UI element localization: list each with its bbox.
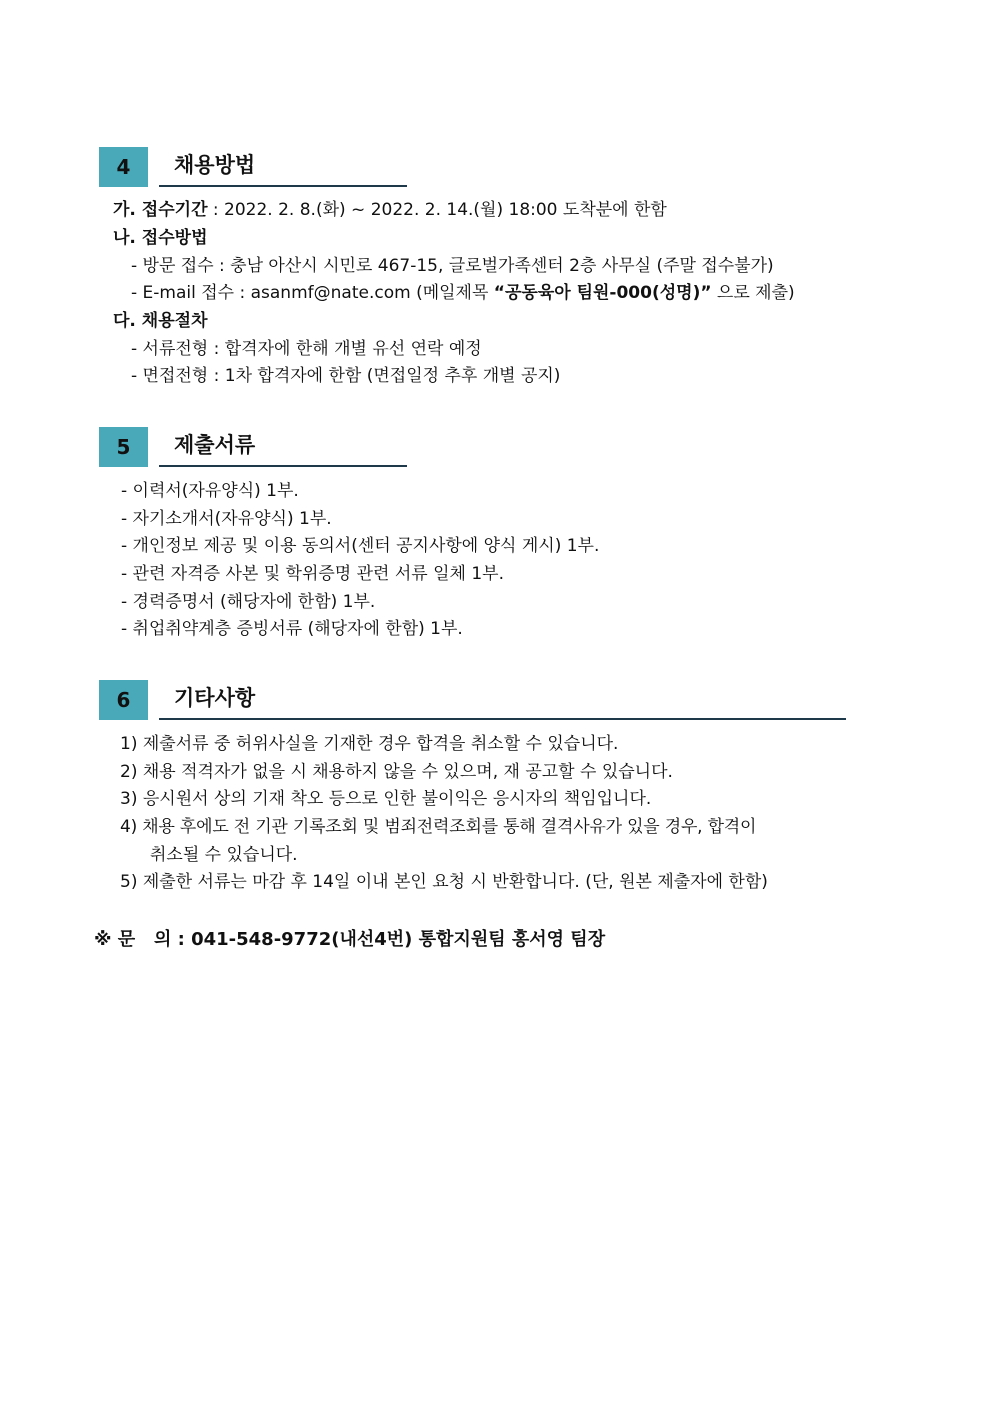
section-number-badge: 5 xyxy=(99,427,148,467)
list-item: 5) 제출한 서류는 마감 후 14일 이내 본인 요청 시 반환합니다. (단, 원본 제출자에 한함) xyxy=(120,872,768,892)
reception-email xyxy=(131,282,795,304)
list-item: 2) 채용 적격자가 없을 시 채용하지 않을 수 있으며, 재 공고할 수 있습니다. xyxy=(120,762,673,782)
list-item: 3) 응시원서 상의 기재 착오 등으로 인한 불이익은 응시자의 책임입니다. xyxy=(120,789,652,809)
hiring-process-label: 다. 채용절차 xyxy=(113,311,208,331)
reception-period xyxy=(113,199,667,221)
title-underline xyxy=(159,465,407,467)
title-underline xyxy=(159,185,407,187)
section-title: 기타사항 xyxy=(174,686,256,710)
list-item: - 관련 자격증 사본 및 학위증명 관련 서류 일체 1부. xyxy=(121,564,505,584)
section-title: 제출서류 xyxy=(174,433,256,457)
list-item: - 경력증명서 (해당자에 한함) 1부. xyxy=(121,592,376,612)
interview-screening: - 면접전형 : 1차 합격자에 한함 (면접일정 추후 개별 공지) xyxy=(131,366,561,386)
list-item: - 자기소개서(자유양식) 1부. xyxy=(121,509,332,529)
reception-email-post: 으로 제출) xyxy=(711,283,795,303)
reception-period-text: : 2022. 2. 8.(화) ~ 2022. 2. 14.(월) 18:00 도착분에 한함 xyxy=(207,200,667,220)
list-item: 1) 제출서류 중 허위사실을 기재한 경우 합격을 취소할 수 있습니다. xyxy=(120,734,619,754)
reception-email-subject: “공동육아 팀원-000(성명)” xyxy=(493,283,712,303)
list-item: - 개인정보 제공 및 이용 동의서(센터 공지사항에 양식 게시) 1부. xyxy=(121,536,600,556)
section-number-badge: 4 xyxy=(99,147,148,187)
reception-method-label: 나. 접수방법 xyxy=(113,228,208,248)
list-item: 4) 채용 후에도 전 기관 기록조회 및 범죄전력조회를 통해 결격사유가 있을 경우, 합격이 xyxy=(120,817,757,837)
document-screening: - 서류전형 : 합격자에 한해 개별 유선 연락 예정 xyxy=(131,339,482,359)
list-item: - 취업취약계층 증빙서류 (해당자에 한함) 1부. xyxy=(121,619,463,639)
contact-info: ※ 문 의 : 041-548-9772(내선4번) 통합지원팀 홍서영 팀장 xyxy=(94,929,606,950)
list-item-continued: 취소될 수 있습니다. xyxy=(150,845,298,865)
title-underline xyxy=(159,718,846,720)
reception-period-label: 가. 접수기간 xyxy=(113,200,208,220)
section-number-badge: 6 xyxy=(99,680,148,720)
reception-email-pre: - E-mail 접수 : asanmf@nate.com (메일제목 xyxy=(131,283,494,303)
list-item: - 이력서(자유양식) 1부. xyxy=(121,481,299,501)
reception-visit: - 방문 접수 : 충남 아산시 시민로 467-15, 글로벌가족센터 2층 사무실 (주말 접수불가) xyxy=(131,256,774,276)
section-title: 채용방법 xyxy=(174,153,256,177)
